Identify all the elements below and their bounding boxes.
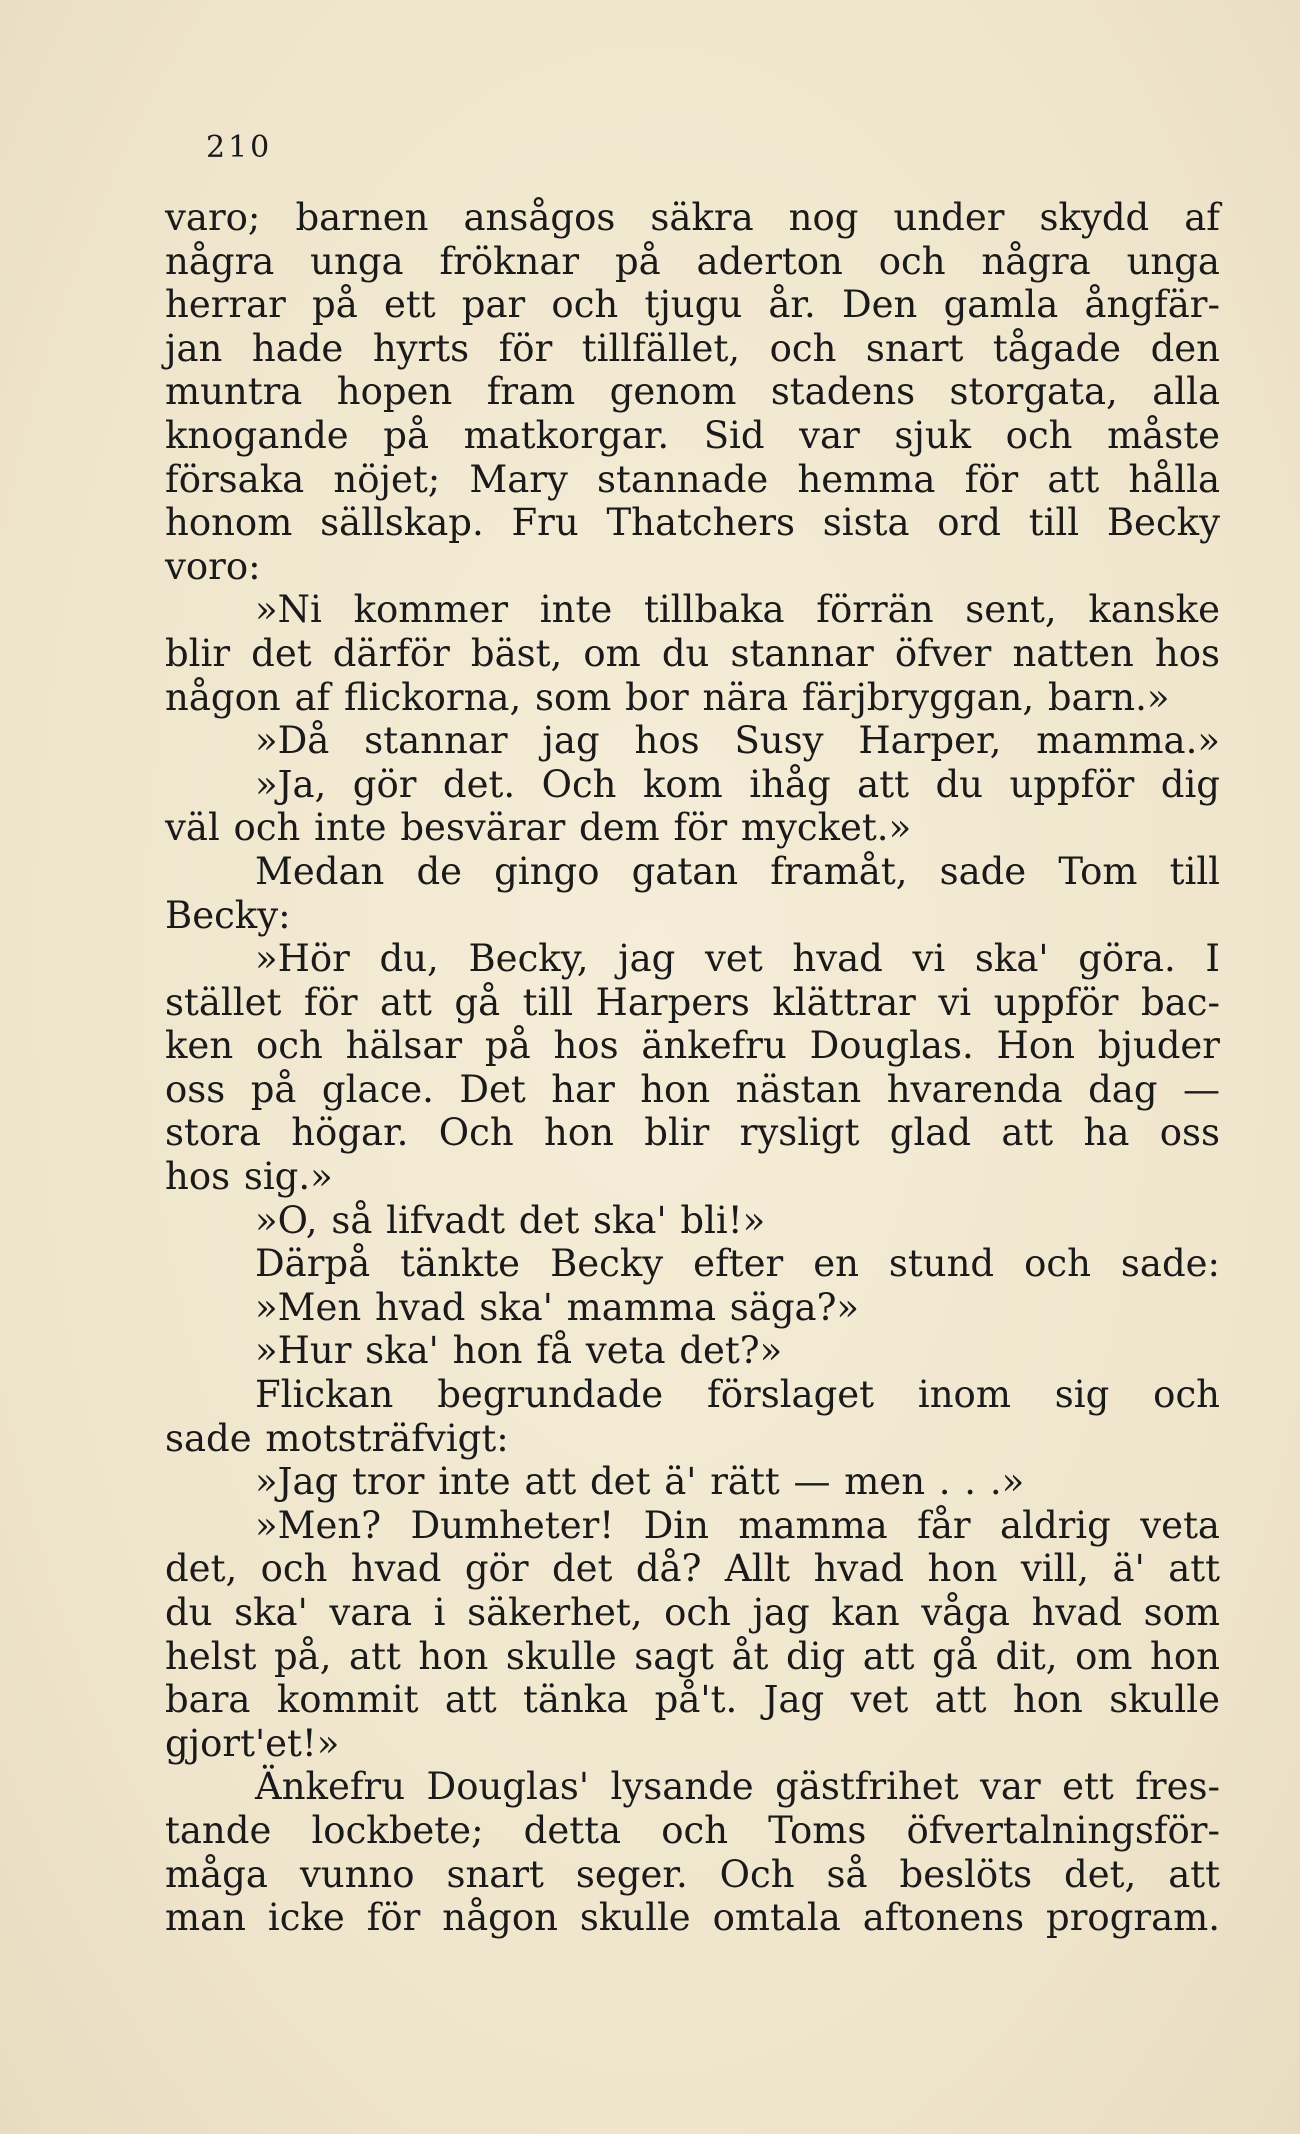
text-line: Medan de gingo gatan framåt, sade Tom till	[255, 849, 1220, 893]
text-line: tande lockbete; detta och Toms öfvertalningsför-	[165, 1808, 1220, 1852]
text-line: »Hur ska' hon få veta det?»	[255, 1329, 783, 1373]
text-line: »Men? Dumheter! Din mamma får aldrig veta	[255, 1503, 1220, 1547]
text-line: helst på, att hon skulle sagt åt dig att gå dit, om hon	[165, 1634, 1220, 1678]
text-line: sade motsträfvigt:	[165, 1416, 509, 1460]
text-line: några unga fröknar på aderton och några unga	[165, 239, 1220, 283]
text-line: »Ja, gör det. Och kom ihåg att du uppför dig	[255, 762, 1220, 806]
body-text	[165, 196, 1220, 1940]
text-line: voro:	[165, 544, 261, 588]
text-line: stora högar. Och hon blir rysligt glad att ha oss	[165, 1111, 1220, 1155]
text-line: honom sällskap. Fru Thatchers sista ord till Becky	[165, 501, 1220, 545]
text-line: du ska' vara i säkerhet, och jag kan våga hvad som	[165, 1591, 1220, 1634]
text-line: man icke för någon skulle omtala aftonens program.	[165, 1896, 1220, 1940]
text-line: Änkefru Douglas' lysande gästfrihet var ett fres-	[255, 1765, 1220, 1809]
text-line: Flickan begrundade förslaget inom sig och	[255, 1373, 1220, 1417]
text-line: hos sig.»	[165, 1155, 333, 1199]
text-line: stället för att gå till Harpers klättrar vi uppför bac-	[165, 980, 1220, 1024]
text-line: »Men hvad ska' mamma säga?»	[255, 1285, 860, 1329]
text-line: »Ni kommer inte tillbaka förrän sent, kanske	[255, 588, 1220, 632]
page-number: 210	[206, 130, 273, 165]
text-line: »Jag tror inte att det ä' rätt — men . . .»	[255, 1460, 1025, 1504]
text-line: Därpå tänkte Becky efter en stund och sade:	[255, 1242, 1220, 1286]
text-line: knogande på matkorgar. Sid var sjuk och måste	[165, 413, 1220, 457]
text-line: jan hade hyrts för tillfället, och snart tågade den	[165, 326, 1220, 370]
text-line: ken och hälsar på hos änkefru Douglas. Hon bjuder	[165, 1024, 1220, 1068]
text-line: muntra hopen fram genom stadens storgata, alla	[165, 370, 1220, 414]
text-line: gjort'et!»	[165, 1721, 340, 1765]
text-line: någon af flickorna, som bor nära färjbryggan, barn.»	[165, 675, 1170, 719]
text-line: bara kommit att tänka på't. Jag vet att hon skulle	[165, 1678, 1220, 1722]
text-line: måga vunno snart seger. Och så beslöts det, att	[165, 1852, 1220, 1896]
text-line: väl och inte besvärar dem för mycket.»	[165, 806, 912, 850]
text-line: blir det därför bäst, om du stannar öfver natten hos	[165, 631, 1220, 675]
text-line: Becky:	[165, 893, 291, 937]
text-line: det, och hvad gör det då? Allt hvad hon vill, ä' att	[165, 1547, 1220, 1591]
text-line: försaka nöjet; Mary stannade hemma för att hålla	[165, 457, 1220, 501]
text-line: »Då stannar jag hos Susy Harper, mamma.»	[255, 719, 1220, 763]
text-line: »Hör du, Becky, jag vet hvad vi ska' göra. I	[255, 937, 1220, 981]
text-line: herrar på ett par och tjugu år. Den gamla ångfär-	[165, 283, 1220, 327]
text-line: »O, så lifvadt det ska' bli!»	[255, 1198, 766, 1242]
text-line: varo; barnen ansågos säkra nog under skydd af	[165, 196, 1220, 239]
text-line: oss på glace. Det har hon nästan hvarenda dag —	[165, 1067, 1220, 1111]
